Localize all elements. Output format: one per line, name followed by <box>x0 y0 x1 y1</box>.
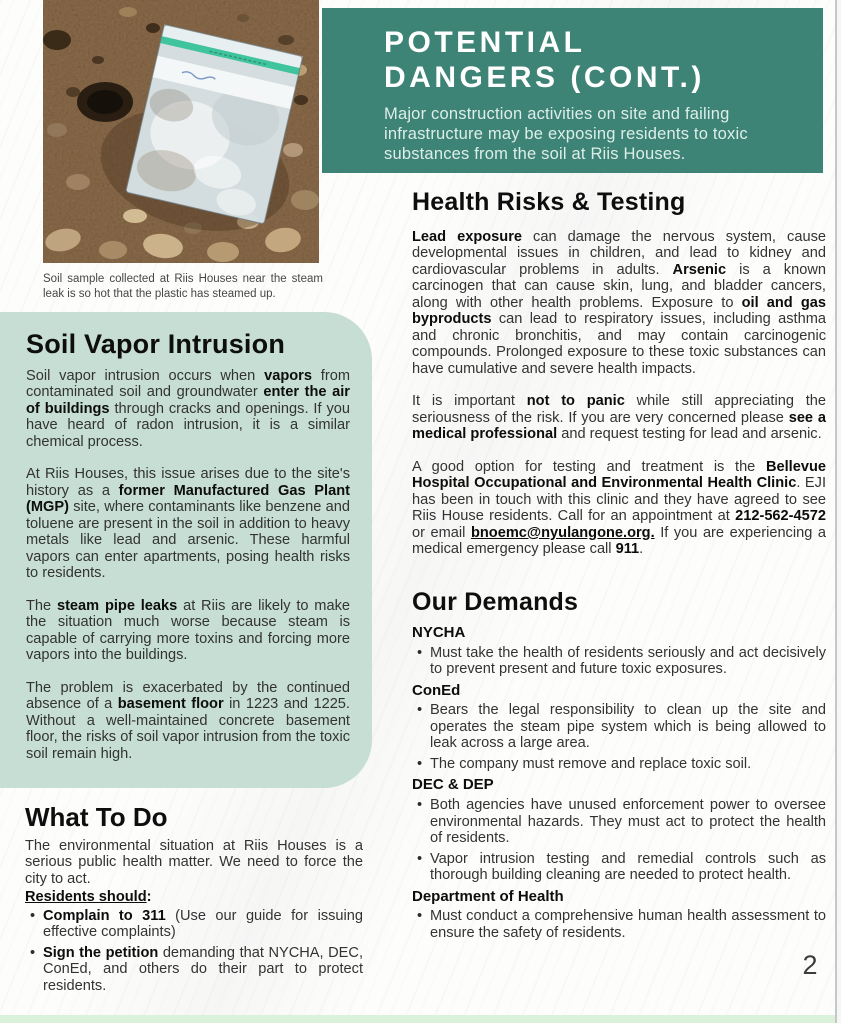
health-paragraph: A good option for testing and treatment is the Bellevue Hospital Occupational and Environmental Health Clinic. EJI has been in touch with this clinic and they have agreed to see Riis House residents. Call for an appointment at 212-562-4572 or email bnoemc@nyulangone.org. If you are experiencing a medical emergency please call 911. <box>412 458 826 558</box>
list-item: • Complain to 311 (Use our guide for issuing effective complaints) <box>25 908 363 941</box>
soil-sample-photo-graphic <box>43 0 319 263</box>
photo-caption: Soil sample collected at Riis Houses near the steam leak is so hot that the plastic has steamed up. <box>43 273 323 300</box>
list-item: • Vapor intrusion testing and remedial controls such as thorough building cleaning are needed to protect health. <box>412 851 826 884</box>
soil-vapor-paragraph: The steam pipe leaks at Riis are likely to make the situation much worse because steam is capable of carrying more toxins and forcing more vapors into the buildings. <box>26 597 350 664</box>
demand-label: ConEd <box>412 681 461 699</box>
list-item: • Must conduct a comprehensive human health assessment to ensure the safety of residents. <box>412 908 826 941</box>
section-what-to-do <box>25 802 363 998</box>
list-item: • Bears the legal responsibility to clean up the site and operates the steam pipe system which is being allowed to leak across a large area. <box>412 702 826 751</box>
demand-list <box>412 645 826 678</box>
health-risks-heading: Health Risks & Testing <box>412 188 686 216</box>
list-item: • Both agencies have unused enforcement power to oversee environmental hazards. They must act to protect the health of residents. <box>412 797 826 846</box>
demand-group-coned <box>412 682 826 773</box>
demand-label: Department of Health <box>412 887 564 905</box>
section-health-risks <box>412 188 826 574</box>
header-banner <box>322 8 823 173</box>
demand-label: DEC & DEP <box>412 776 494 794</box>
what-to-do-list <box>25 908 363 994</box>
page-title <box>384 25 793 95</box>
list-item: • The company must remove and replace toxic soil. <box>412 756 826 772</box>
residents-should-label: Residents should: <box>25 889 152 906</box>
demand-list <box>412 797 826 883</box>
page-number: 2 <box>802 950 818 980</box>
list-item: • Must take the health of residents seriously and act decisively to prevent present and future toxic exposures. <box>412 645 826 678</box>
bottom-green-strip <box>0 1015 836 1023</box>
demand-list <box>412 702 826 772</box>
what-to-do-paragraph: The environmental situation at Riis Houses is a serious public health matter. We need to force the city to act. <box>25 838 363 887</box>
page-title-line2: DANGERS (CONT.) <box>384 61 705 95</box>
section-our-demands <box>412 588 826 945</box>
demand-group-department-of-health <box>412 888 826 942</box>
soil-vapor-paragraph: The problem is exacerbated by the continued absence of a basement floor in 1223 and 1225. Without a well-maintained concrete basement floor, the risks of soil vapor intrusion from the toxic soil remain high. <box>26 679 350 762</box>
demand-label: NYCHA <box>412 624 466 641</box>
demand-list <box>412 908 826 941</box>
our-demands-heading: Our Demands <box>412 588 579 616</box>
demand-group-dec-dep <box>412 776 826 883</box>
health-paragraph: Lead exposure can damage the nervous system, cause developmental issues in children, and lead to kidney and cardiovascular problems in adults. Arsenic is a known carcinogen that can cause skin, lung, and bladder cancers, along with other health problems. Exposure to oil and gas byproducts can lead to respiratory issues, including asthma and chronic bronchitis, and may contain carcinogenic compounds. Prolonged exposure to these toxic substances can have cumulative and severe health impacts. <box>412 229 826 377</box>
demand-group-nycha <box>412 624 826 678</box>
health-paragraph: It is important not to panic while still appreciating the seriousness of the risk. If you are very concerned please see a medical professional and request testing for lead and arsenic. <box>412 393 826 443</box>
soil-sample-photo <box>43 0 319 263</box>
page-title-line1: POTENTIAL <box>384 26 586 59</box>
page-subtitle: Major construction activities on site and failing infrastructure may be exposing residents to toxic substances from the soil at Riis Houses. <box>384 105 748 164</box>
what-to-do-heading: What To Do <box>25 802 168 832</box>
section-soil-vapor-intrusion <box>0 312 372 788</box>
list-item: • Sign the petition demanding that NYCHA, DEC, ConEd, and others do their part to protect residents. <box>25 945 363 994</box>
soil-vapor-paragraph: At Riis Houses, this issue arises due to the site's history as a former Manufactured Gas Plant (MGP) site, where contaminants like benzene and toluene are present in the soil in addition to heavy metals like lead and arsenic. These harmful vapors can enter apartments, posing health risks to residents. <box>26 466 350 582</box>
page-right-margin <box>837 0 841 1023</box>
soil-vapor-heading: Soil Vapor Intrusion <box>26 329 286 359</box>
soil-vapor-paragraph: Soil vapor intrusion occurs when vapors from contaminated soil and groundwater enter the air of buildings through cracks and openings. If you have heard of radon intrusion, it is a similar chemical process. <box>26 368 350 450</box>
